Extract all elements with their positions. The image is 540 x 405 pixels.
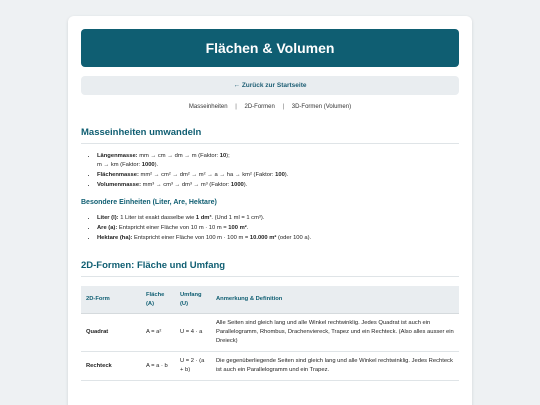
list-item-value: 10.000 m² [249, 234, 277, 241]
list-item-value: 1000 [230, 181, 244, 188]
table-cell-area: A = a² [141, 314, 175, 352]
table-cell-note: Alle Seiten sind gleich lang und alle Winkel rechtwinklig. Jedes Quadrat ist auch ein Parallelogramm, Rhombus, Drachenviereck, Trapez und ein Rechteck. (Also alles ausser ein Dreieck) [211, 314, 459, 352]
list-item [97, 171, 459, 180]
list-item-text: . (Und 1 ml = 1 cm³). [211, 214, 265, 221]
list-item-label: Hektare (ha): [97, 234, 133, 241]
list-item-text: ). [154, 161, 159, 168]
nav-link-3d-formen[interactable]: 3D-Formen (Volumen) [291, 104, 352, 110]
list-item-text: mm → cm → dm → m (Faktor: [137, 153, 220, 159]
back-to-home-button[interactable] [81, 76, 459, 95]
list-item [97, 214, 459, 223]
list-item-label: Flächenmasse: [97, 171, 139, 178]
list-item-value: 100 [275, 171, 285, 178]
content-card [68, 16, 472, 405]
list-item-label: Liter (l): [97, 214, 119, 221]
list-item-text: 1 Liter ist exakt dasselbe wie [118, 214, 196, 221]
page-title: Flächen & Volumen [205, 40, 335, 56]
list-item [97, 181, 459, 190]
units-list [81, 152, 459, 190]
table-header-row [81, 286, 459, 314]
list-item-text: Entspricht einer Fläche von 100 m · 100 m = [132, 234, 250, 241]
section-nav [81, 104, 459, 110]
nav-separator: | [235, 104, 237, 110]
list-item [97, 224, 459, 233]
list-item-value: 100 m² [228, 224, 247, 231]
list-item-value: 10 [219, 153, 227, 159]
page-title-banner [81, 29, 459, 67]
list-item-text: Entspricht einer Fläche von 10 m · 10 m = [117, 224, 229, 231]
column-header: Umfang (U) [175, 286, 211, 314]
list-item [97, 234, 459, 243]
shapes-section-title: 2D-Formen: Fläche und Umfang [81, 260, 459, 277]
table-row [81, 314, 459, 352]
list-item-text: mm² → cm² → dm² → m² → a → ha → km² (Faktor: [138, 171, 276, 178]
shapes-table [81, 286, 459, 381]
table-cell-form: Rechteck [81, 352, 141, 381]
list-item-text: mm³ → cm³ → dm³ → m³ (Faktor: [141, 181, 231, 188]
column-header: Fläche (A) [141, 286, 175, 314]
column-header: Anmerkung & Definition [211, 286, 459, 314]
nav-separator: | [282, 104, 285, 110]
list-item [97, 152, 459, 170]
list-item-label: Längenmasse: [97, 153, 138, 159]
table-cell-perimeter: U = 4 · a [175, 314, 211, 352]
list-item-value: 1 dm³ [195, 214, 212, 221]
table-cell-perimeter: U = 2 · (a + b) [175, 352, 211, 381]
back-to-home-label: ← Zurück zur Startseite [233, 82, 307, 89]
units-section-title: Masseinheiten umwandeln [81, 127, 459, 144]
nav-link-2d-formen[interactable]: 2D-Formen [244, 104, 275, 110]
table-cell-form: Quadrat [81, 314, 141, 352]
special-units-title: Besondere Einheiten (Liter, Are, Hektare) [81, 198, 217, 206]
list-item-text: (oder 100 a). [276, 234, 312, 241]
list-item-text: ); [226, 153, 230, 159]
table-cell-area: A = a · b [141, 352, 175, 381]
list-item-text: . [246, 224, 249, 231]
list-item-text: ). [284, 171, 289, 178]
list-item-value: 1000 [141, 161, 155, 168]
list-item-text: ). [243, 181, 248, 188]
column-header: 2D-Form [81, 286, 141, 314]
list-item-label: Are (a): [97, 224, 118, 231]
nav-link-masseinheiten[interactable]: Masseinheiten [188, 104, 228, 110]
table-row [81, 352, 459, 381]
special-units-list [81, 214, 459, 243]
list-item-text: m → km (Faktor: [97, 161, 142, 168]
table-cell-note: Die gegenüberliegende Seiten sind gleich lang und alle Winkel rechtwinklig. Jedes Rechteck ist auch ein Parallelogramm und ein Trapez. [211, 352, 459, 381]
list-item-label: Volumenmasse: [97, 181, 142, 188]
